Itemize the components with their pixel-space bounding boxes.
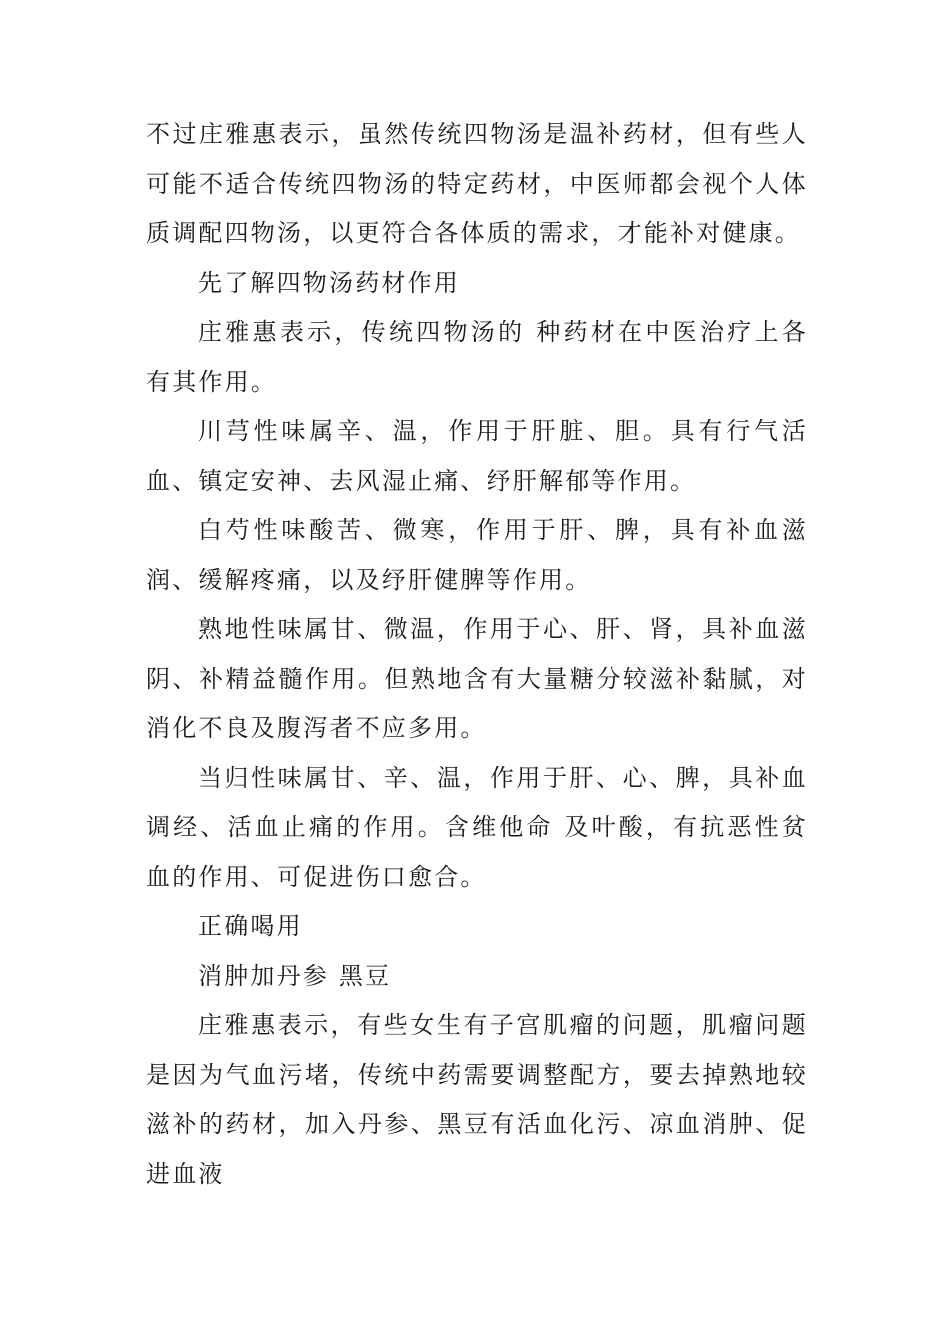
section-heading-herb-functions: 先了解四物汤药材作用	[198, 268, 460, 297]
paragraph-fibroids: 庄雅惠表示，有些女生有子宫肌瘤的问题，肌瘤问题是因为气血污堵，传统中药需要调整配方，要去掉熟地较滋补的药材，加入丹参、黑豆有活血化污、凉血消肿、促进血液	[146, 1011, 808, 1188]
paragraph-danggui: 当归性味属甘、辛、温，作用于肝、心、脾，具补血调经、活血止痛的作用。含维他命 及叶酸，有抗恶性贫血的作用、可促进伤口愈合。	[146, 763, 808, 891]
paragraph-herb-overview: 庄雅惠表示，传统四物汤的 种药材在中医治疗上各有其作用。	[146, 318, 808, 396]
paragraph-shudi: 熟地性味属甘、微温，作用于心、肝、肾，具补血滋阴、补精益髓作用。但熟地含有大量糖分较滋补黏腻，对消化不良及腹泻者不应多用。	[146, 615, 808, 742]
section-heading-swelling: 消肿加丹参 黑豆	[198, 961, 392, 990]
paragraph-intro: 不过庄雅惠表示，虽然传统四物汤是温补药材，但有些人可能不适合传统四物汤的特定药材，中医师都会视个人体质调配四物汤，以更符合各体质的需求，才能补对健康。	[146, 120, 808, 247]
document-body	[146, 110, 808, 1199]
section-heading-correct-use: 正确喝用	[198, 912, 303, 940]
paragraph-chuanxiong: 川芎性味属辛、温，作用于肝脏、胆。具有行气活血、镇定安神、去风湿止痛、纾肝解郁等作用。	[146, 417, 808, 495]
paragraph-baishao: 白芍性味酸苦、微寒，作用于肝、脾，具有补血滋润、缓解疼痛，以及纾肝健脾等作用。	[146, 516, 808, 594]
